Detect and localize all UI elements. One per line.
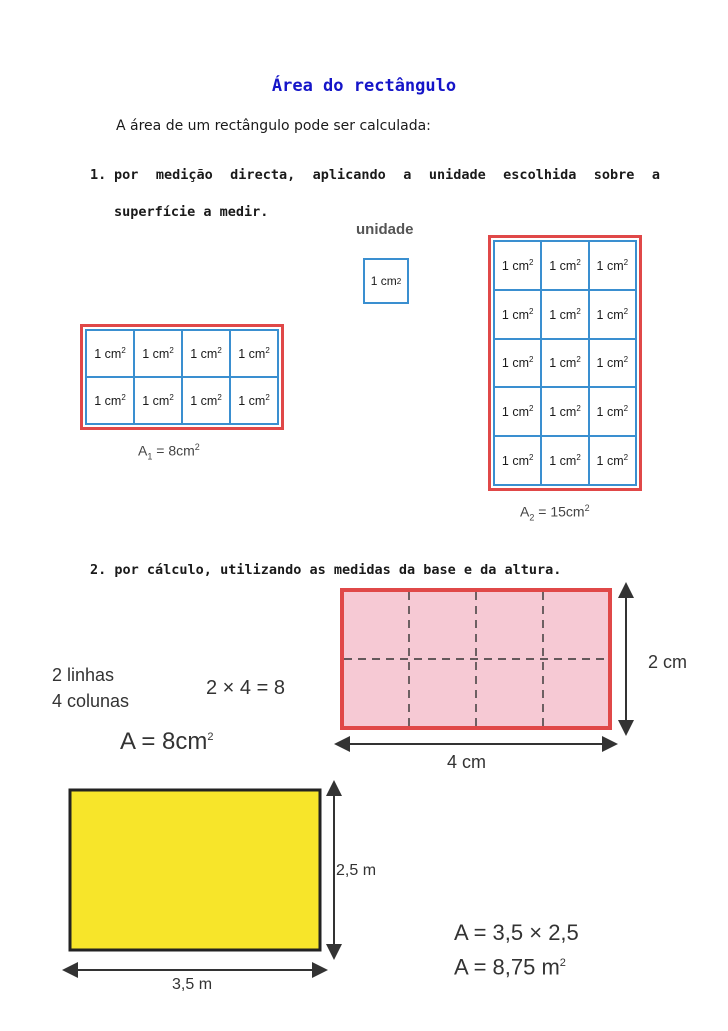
unit-cell: 1 $cm^2$ — [182, 330, 230, 377]
equation-2: A = 8,75 $m^2$ — [454, 954, 566, 980]
example-1-result: $A = 8cm^2$ — [120, 728, 214, 755]
rectangle-grid-1 — [80, 324, 284, 430]
unit-cell: 1 $cm^2$ — [494, 436, 541, 485]
unit-cell: 1 $cm^2$ — [541, 387, 588, 436]
unit-cell: 1 $cm^2$ — [541, 436, 588, 485]
example-1-counts — [52, 662, 129, 714]
example-2-rectangle-figure — [50, 778, 350, 988]
method-2-number: 2. — [90, 562, 107, 578]
unit-cell: 1 $cm^2$ — [589, 241, 636, 290]
yellow-rectangle — [70, 790, 320, 950]
unit-cell: 1 $cm^2$ — [589, 387, 636, 436]
height-label-1: 2 cm — [648, 652, 688, 672]
method-1 — [90, 157, 660, 231]
unit-exponent: 2 — [396, 276, 402, 286]
rectangle-grid-2 — [488, 235, 642, 491]
unit-grid-table — [493, 240, 637, 486]
unit-cell: 1 $cm^2$ — [541, 290, 588, 339]
unit-square — [363, 258, 409, 304]
area-caption-1: $A_1 = 8cm^2$ — [138, 442, 200, 462]
example-2-calculation — [454, 918, 579, 982]
unit-cell: 1 $cm^2$ — [541, 241, 588, 290]
unit-cell: 1 $cm^2$ — [494, 339, 541, 388]
unit-cell: 1 $cm^2$ — [86, 377, 134, 424]
equation-1: A = 3,5 × 2,5 — [454, 920, 579, 945]
rows-count: 2 linhas — [52, 665, 115, 685]
unit-cell: 1 $cm^2$ — [134, 377, 182, 424]
height-label-2: 2,5 m — [336, 862, 377, 879]
unit-grid-table — [85, 329, 279, 425]
area-caption-2: $A_2 = 15cm^2$ — [520, 503, 590, 523]
method-1-text: por medição directa, aplicando a unidade escolhida sobre a superfície a medir. — [114, 167, 660, 220]
unit-cell: 1 $cm^2$ — [230, 377, 278, 424]
columns-count: 4 colunas — [52, 691, 130, 711]
unit-cell: 1 $cm^2$ — [589, 339, 636, 388]
example-1-rectangle-figure — [330, 582, 690, 782]
unit-cell: 1 $cm^2$ — [86, 330, 134, 377]
method-2 — [90, 562, 561, 578]
unit-value: 1 cm — [370, 274, 397, 288]
unit-cell: 1 $cm^2$ — [541, 339, 588, 388]
unit-cell: 1 $cm^2$ — [494, 290, 541, 339]
method-1-number: 1. — [90, 167, 107, 183]
unit-cell: 1 $cm^2$ — [134, 330, 182, 377]
width-label-2: 3,5 m — [172, 976, 213, 993]
unit-cell: 1 $cm^2$ — [589, 436, 636, 485]
unit-cell: 1 $cm^2$ — [589, 290, 636, 339]
intro-text: A área de um rectângulo pode ser calculada: — [116, 118, 431, 134]
unit-cell: 1 $cm^2$ — [494, 241, 541, 290]
unit-cell: 1 $cm^2$ — [230, 330, 278, 377]
unit-label: unidade — [356, 221, 414, 238]
page-title: Área do rectângulo — [271, 76, 457, 96]
unit-cell: 1 $cm^2$ — [494, 387, 541, 436]
method-2-text: por cálculo, utilizando as medidas da base e da altura. — [114, 562, 562, 578]
multiplication: 2 × 4 = 8 — [206, 677, 285, 699]
width-label-1: 4 cm — [447, 752, 487, 772]
unit-cell: 1 $cm^2$ — [182, 377, 230, 424]
